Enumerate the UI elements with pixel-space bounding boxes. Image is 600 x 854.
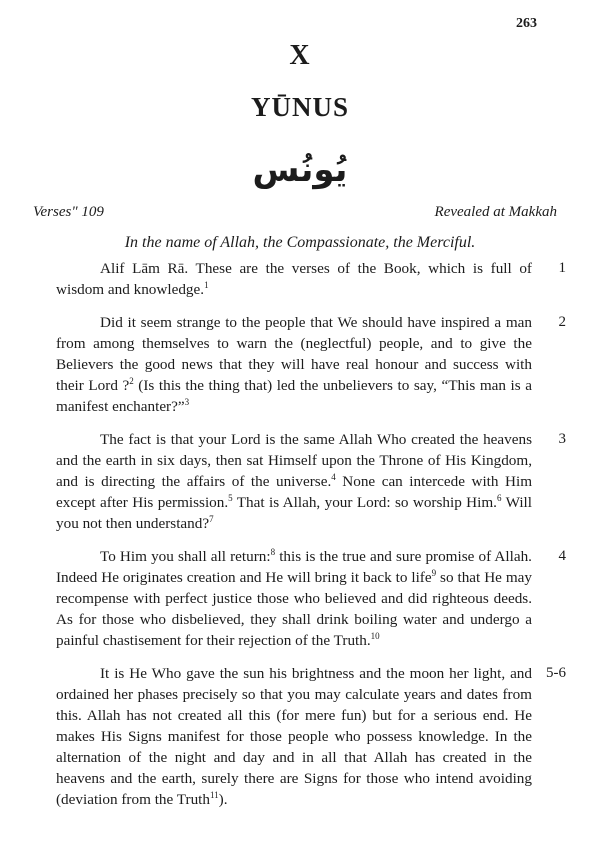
verse bbox=[56, 663, 566, 810]
verse bbox=[56, 312, 566, 417]
footnote-marker: 9 bbox=[431, 567, 437, 578]
verse-text-segment: The fact is that your Lord is the same Allah Who created the heavens and the earth in six days, then sat Himself upon the Throne of His Kingdom, and is directing the affairs of the universe. bbox=[56, 431, 532, 490]
verse-text-segment: None can intercede with Him except after His permission. bbox=[56, 473, 533, 511]
verse-text bbox=[56, 312, 532, 417]
footnote-marker: 4 bbox=[331, 471, 336, 482]
footnote-marker: 6 bbox=[496, 492, 502, 503]
verse bbox=[56, 546, 566, 651]
verse-text-segment: Did it seem strange to the people that We should have inspired a man from among themselves to warn the (neglectful) people, and to give the Believers the good news that they will have real honour and success with their Lord ? bbox=[56, 314, 532, 394]
footnote-marker: 2 bbox=[129, 375, 134, 386]
footnote-marker: 8 bbox=[270, 546, 276, 557]
verse-text-segment: To Him you shall all return: bbox=[100, 548, 271, 565]
verse-text bbox=[56, 663, 532, 810]
verse-text-segment: so that He may recompense with perfect justice those who believed and did righteous deeds. As for those who disbelieved, they shall drink boiling water and undergo a painful chastisement for their rejection of the Truth. bbox=[56, 569, 532, 649]
verse-text-segment: That is Allah, your Lord: so worship Him. bbox=[232, 494, 497, 511]
verse bbox=[56, 258, 566, 300]
verse-text-segment: (Is this the thing that) led the unbelievers to say, “This man is a manifest enchanter?” bbox=[56, 377, 532, 415]
verse-text-segment: ). bbox=[218, 791, 228, 808]
verse-number: 2 bbox=[558, 314, 566, 330]
verse-text bbox=[56, 546, 532, 651]
footnote-marker: 7 bbox=[209, 513, 214, 524]
footnote-marker: 3 bbox=[184, 396, 190, 407]
verse-text-segment: Alif Lām Rā. These are the verses of the Book, which is full of wisdom and knowledge. bbox=[56, 260, 532, 298]
verse-text-segment: It is He Who gave the sun his brightness and the moon her light, and ordained her phases precisely so that you may calculate years and dates from this. Allah has not created all this (for mere fun) but for a serious end. He makes His Signs manifest for those people who possess knowledge. In the alternation of the night and day and in all that Allah has created in the heavens and the earth, surely there are Signs for those who intend avoiding (deviation from the Truth bbox=[56, 665, 532, 808]
surah-title: YŪNUS bbox=[250, 92, 349, 122]
verse-number: 1 bbox=[558, 260, 566, 276]
verse bbox=[56, 429, 566, 534]
verse-number: 4 bbox=[558, 548, 566, 564]
verse-count: Verses" 109 bbox=[33, 204, 104, 220]
basmala: In the name of Allah, the Compassionate, the Merciful. bbox=[124, 234, 476, 251]
verse-list bbox=[56, 258, 566, 822]
surah-meta bbox=[33, 204, 557, 221]
chapter-number: X bbox=[289, 40, 311, 71]
page-number: 263 bbox=[516, 16, 537, 31]
footnote-marker: 11 bbox=[209, 789, 219, 800]
verse-number: 5-6 bbox=[546, 665, 566, 681]
footnote-marker: 1 bbox=[204, 279, 209, 290]
surah-title-arabic: يُونُس bbox=[252, 150, 348, 190]
verse-text-segment: Will you not then understand? bbox=[56, 494, 532, 532]
revelation-place: Revealed at Makkah bbox=[434, 204, 557, 220]
verse-text bbox=[56, 258, 532, 300]
verse-text-segment: this is the true and sure promise of Allah. Indeed He originates creation and He will bring it back to life bbox=[56, 548, 532, 586]
verse-number: 3 bbox=[558, 431, 566, 447]
footnote-marker: 5 bbox=[228, 492, 233, 503]
verse-text bbox=[56, 429, 532, 534]
footnote-marker: 10 bbox=[370, 630, 380, 641]
